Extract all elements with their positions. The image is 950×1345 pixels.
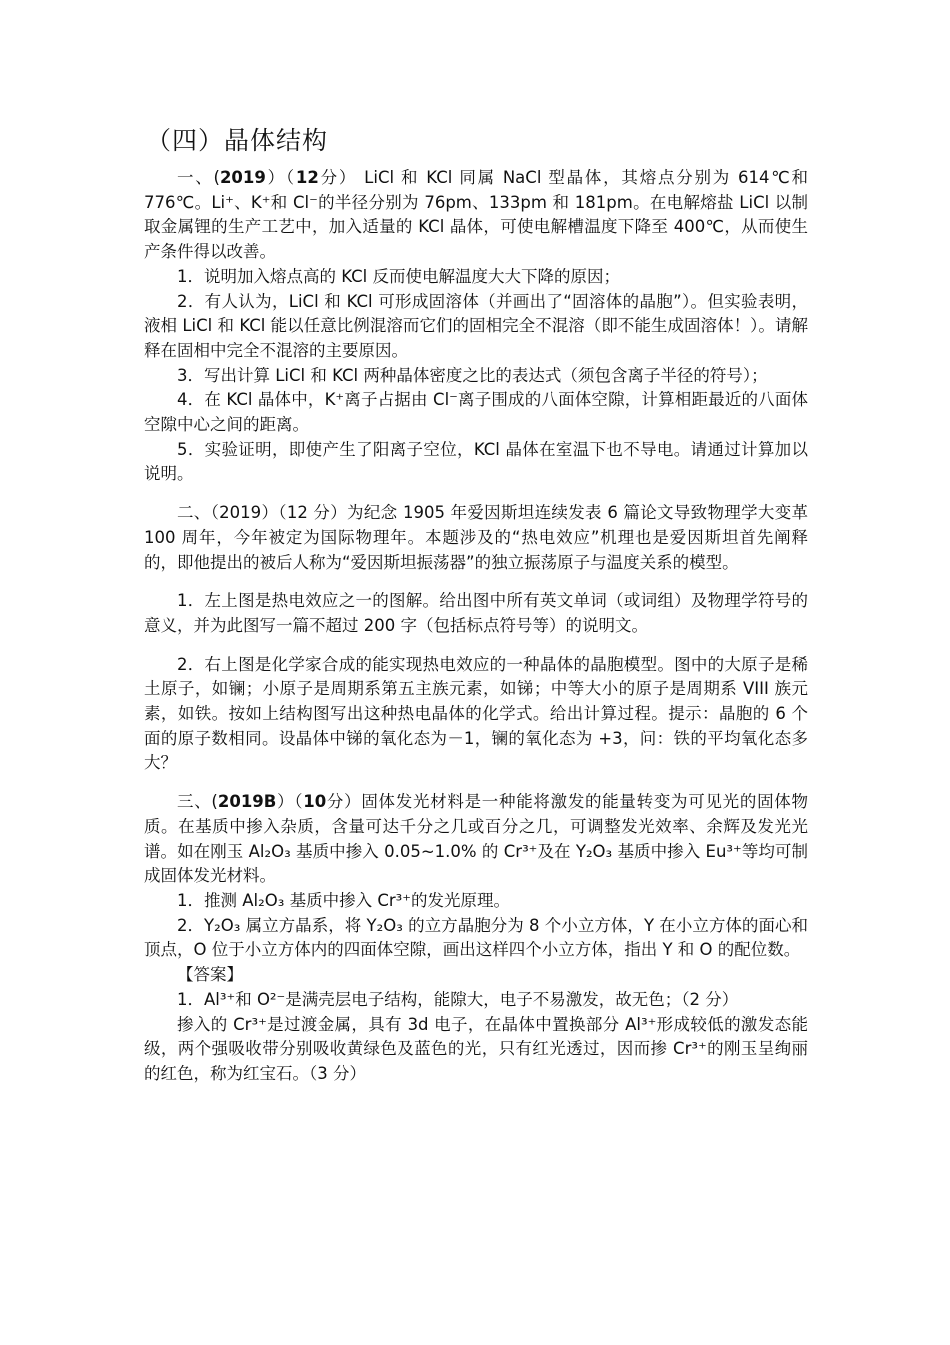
q1-intro	[144, 166, 808, 265]
q3-item-2: 2．Y₂O₃ 属立方晶系，将 Y₂O₃ 的立方晶胞分为 8 个小立方体，Y 在小立方体的面心和顶点，O 位于小立方体内的四面体空隙，画出这样四个小立方体，指出 Y 和 O 的配位数。	[144, 915, 808, 960]
q2-item-1: 1．左上图是热电效应之一的图解。给出图中所有英文单词（或词组）及物理学符号的意义，并为此图写一篇不超过 200 字（包括标点符号等）的说明文。	[144, 591, 808, 635]
document-body	[144, 166, 808, 1087]
section-title: （四）晶体结构	[146, 126, 329, 155]
q1-intro-text: 分） LiCl 和 KCl 同属 NaCl 型晶体，其熔点分别为 614℃和 776℃。Li⁺、K⁺和 Cl⁻的半径分别为 76pm、133pm 和 181pm。在电解熔盐 LiCl 以制取金属锂的生产工艺中，加入适量的 KCl 晶体，可使电解槽温度下降至 400℃，从而使生产条件得以改善。	[144, 168, 809, 262]
q3-intro	[144, 790, 808, 889]
q1-item-1: 1．说明加入熔点高的 KCl 反而使电解温度大大下降的原因；	[177, 266, 621, 286]
q3-score-open: ）（	[276, 792, 304, 812]
q1-score-open: ）（	[265, 168, 296, 187]
q3-score: 10	[303, 792, 327, 812]
q1-item-5: 5．实验证明，即使产生了阳离子空位，KCl 晶体在室温下也不导电。请通过计算加以说明。	[144, 439, 808, 484]
q1-item-4: 4．在 KCl 晶体中，K⁺离子占据由 Cl⁻离子围成的八面体空隙，计算相距最近的八面体空隙中心之间的距离。	[144, 390, 808, 435]
q1-score: 12	[295, 168, 319, 187]
q3-label: 三、(	[177, 792, 218, 812]
q2-intro: 二、（2019）（12 分）为纪念 1905 年爱因斯坦连续发表 6 篇论文导致物理学大变革 100 周年，今年被定为国际物理年。本题涉及的“热电效应”机理也是爱因斯坦首先阐释的，即他提出的被后人称为“爱因斯坦振荡器”的独立振荡原子与温度关系的模型。	[144, 503, 808, 572]
q1-label: 一、(	[177, 168, 220, 187]
answer-2: 掺入的 Cr³⁺是过渡金属，具有 3d 电子，在晶体中置换部分 Al³⁺形成较低的激发态能级，两个强吸收带分别吸收黄绿色及蓝色的光，只有红光透过，因而掺 Cr³⁺的刚玉呈绚丽的红色，称为红宝石。（3 分）	[144, 1014, 808, 1083]
q3-year: 2019B	[217, 792, 277, 812]
answer-1: 1．Al³⁺和 O²⁻是满壳层电子结构，能隙大，电子不易激发，故无色；（2 分）	[177, 989, 739, 1009]
q3-item-1: 1．推测 Al₂O₃ 基质中掺入 Cr³⁺的发光原理。	[177, 890, 510, 910]
q1-year: 2019	[219, 168, 266, 187]
answer-label: 【答案】	[177, 965, 243, 985]
q3-intro-text: 分）固体发光材料是一种能将激发的能量转变为可见光的固体物质。在基质中掺入杂质，含量可达千分之几或百分之几，可调整发光效率、余辉及发光光谱。如在刚玉 Al₂O₃ 基质中掺入 0.05~1.0% 的 Cr³⁺及在 Y₂O₃ 基质中掺入 Eu³⁺等均可制成固体发光材料。	[144, 792, 809, 886]
q2-item-2: 2．右上图是化学家合成的能实现热电效应的一种晶体的晶胞模型。图中的大原子是稀土原子，如镧；小原子是周期系第五主族元素，如锑；中等大小的原子是周期系 VIII 族元素，如铁。按如上结构图写出这种热电晶体的化学式。给出计算过程。提示：晶胞的 6 个面的原子数相同。设晶体中锑的氧化态为－1，镧的氧化态为 +3，问：铁的平均氧化态多大？	[144, 654, 808, 773]
q1-item-2: 2．有人认为，LiCl 和 KCl 可形成固溶体（并画出了“固溶体的晶胞”）。但实验表明，液相 LiCl 和 KCl 能以任意比例混溶而它们的固相完全不混溶（即不能生成固溶体！）。请解释在固相中完全不混溶的主要原因。	[144, 291, 808, 360]
q1-item-3: 3．写出计算 LiCl 和 KCl 两种晶体密度之比的表达式（须包含离子半径的符号）；	[177, 365, 768, 385]
